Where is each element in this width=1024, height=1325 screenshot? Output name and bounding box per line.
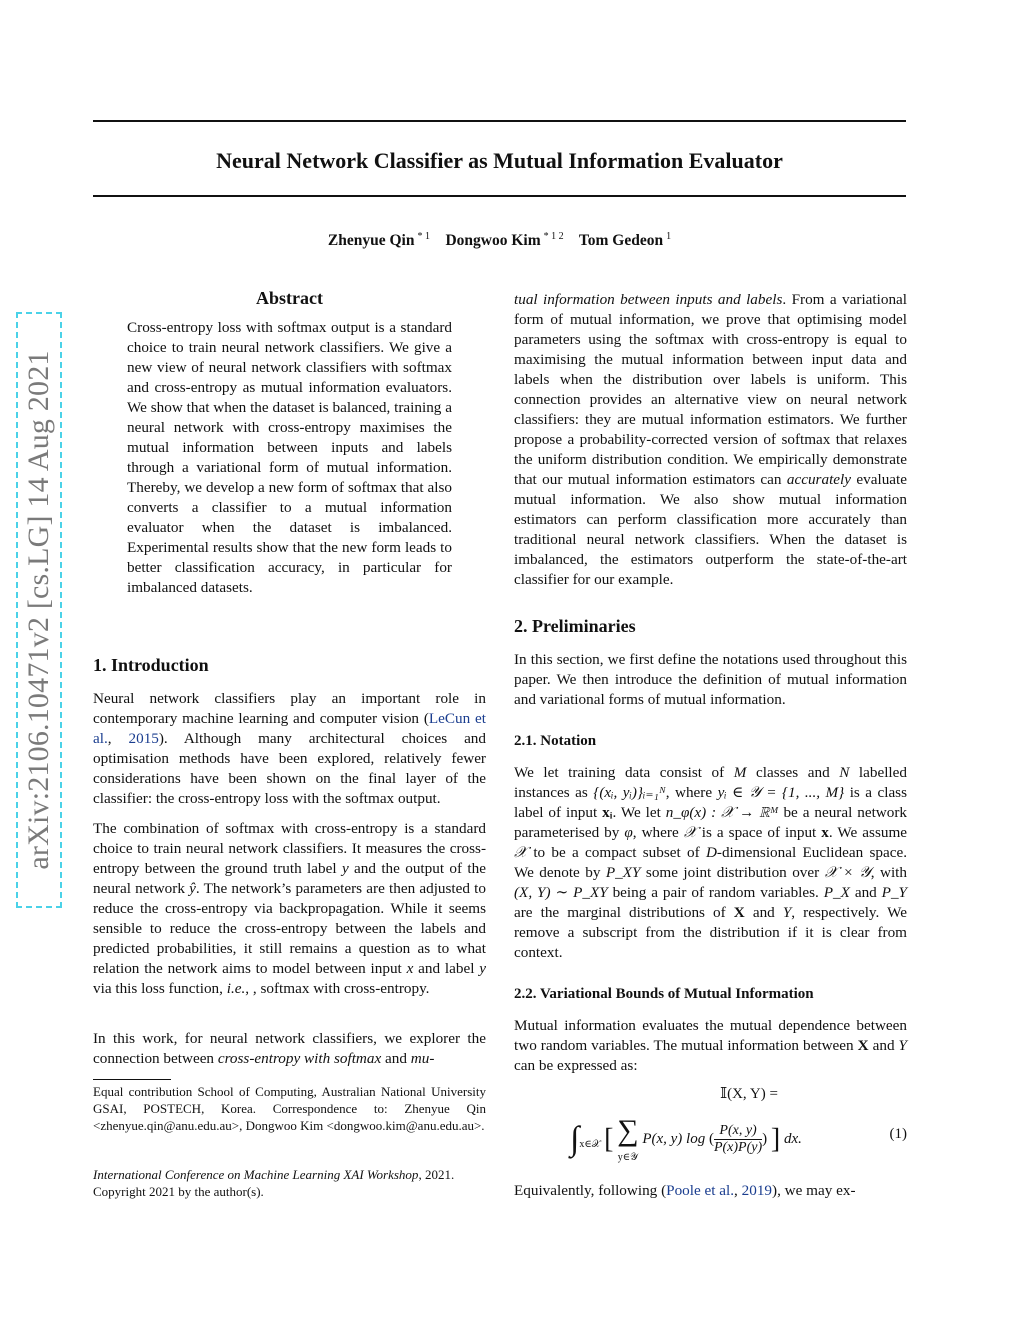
text-run: are the marginal distributions of bbox=[514, 904, 734, 921]
math-symbol: N bbox=[839, 764, 850, 781]
math-symbol: φ bbox=[624, 824, 633, 841]
text-run: Mutual information evaluates the mutual dependence between two random variables. The mutual information between bbox=[514, 1017, 907, 1054]
equivalently-paragraph bbox=[514, 1181, 907, 1201]
equation-fraction bbox=[714, 1123, 762, 1156]
text-run: , bbox=[734, 1182, 742, 1199]
text-run: and the output of the neural network bbox=[93, 860, 486, 897]
text-run: . We assume bbox=[828, 824, 907, 841]
author-name: Tom Gedeon bbox=[578, 232, 664, 250]
text-run: , with bbox=[870, 864, 907, 881]
conference-note bbox=[93, 1166, 486, 1200]
citation-link[interactable]: 2015 bbox=[128, 730, 159, 747]
equation-number: (1) bbox=[889, 1126, 907, 1142]
varbounds-paragraph bbox=[514, 1016, 907, 1076]
subsection-heading-notation: 2.1. Notation bbox=[514, 733, 597, 749]
math-symbol: {(xᵢ, yᵢ)}ᵢ₌₁ᴺ bbox=[593, 784, 666, 801]
equation-rhs bbox=[570, 1114, 802, 1165]
paren-left: ( bbox=[708, 1130, 714, 1147]
math-symbol: y bbox=[479, 960, 486, 977]
footnote-rule bbox=[93, 1079, 171, 1080]
text-run: . From a variational form of mutual information, we prove that optimising model parameters using the softmax with cross-entropy is equal to maximising the mutual information between input data and labels when the distribution over labels is uniform. This connection provides an alternative view on neural network classifiers: they are mutual information estimators. We further propose a probability-corrected version of softmax that relaxes the uniform distribution condition. We empirically demonstrate that our mutual information estimators can bbox=[514, 291, 908, 488]
text-run: The combination of softmax with cross-entropy is a standard choice to train neural network classifiers. It measures the cross-entropy between the ground truth label bbox=[93, 820, 486, 877]
intro-continuation bbox=[514, 290, 907, 590]
section-heading-introduction: 1. Introduction bbox=[93, 655, 209, 675]
math-symbol: P_Y bbox=[881, 884, 907, 901]
section-heading-preliminaries: 2. Preliminaries bbox=[514, 616, 636, 636]
equation-term: P(x, y) log bbox=[642, 1130, 706, 1147]
text-run: , , softmax with cross-entropy. bbox=[245, 980, 430, 997]
intro-paragraph-2 bbox=[93, 819, 486, 999]
equation-lhs: 𝕀(X, Y) = bbox=[720, 1086, 778, 1102]
author-name: Dongwoo Kim bbox=[445, 232, 541, 250]
author-affil: 1 bbox=[666, 231, 672, 242]
text-run: , bbox=[107, 730, 129, 747]
text-run: be a neural network parameterised by bbox=[514, 804, 908, 841]
text-run: Neural network classifiers play an important role in contemporary machine learning and computer vision ( bbox=[93, 690, 486, 727]
fraction-numerator: P(x, y) bbox=[714, 1123, 762, 1140]
intro-paragraph-3 bbox=[93, 1029, 486, 1069]
text-run: is a space of input bbox=[696, 824, 822, 841]
text-run: labelled instances as bbox=[514, 764, 907, 801]
conference-name: International Conference on Machine Learning XAI Workshop bbox=[93, 1167, 419, 1182]
text-run: and bbox=[744, 904, 783, 921]
math-symbol: ŷ bbox=[189, 880, 196, 897]
text-run: . The network’s parameters are then adjusted to reduce the cross-entropy via backpropagation. While it seems sensible to reduce the cross-entropy between the labels and predicted probabilities, it still remains a question as to what relation the network aims to model between input bbox=[93, 880, 486, 977]
text-run: In this section, we first define the notations used throughout this paper. We then introduce the definition of mutual information and variational forms of mutual information. bbox=[514, 651, 907, 708]
text-run: and label bbox=[413, 960, 480, 977]
math-symbol: x bbox=[821, 824, 829, 841]
abstract-text: Cross-entropy loss with softmax output is a standard choice to train neural network classifiers. We give a new view of neural network classifiers with softmax and cross-entropy as mutual information evaluators. We show that when the dataset is balanced, training a neural network with cross-entropy maximises the mutual information between inputs and labels through a variational form of mutual information. Thereby, we develop a new form of softmax that also converts a classifier to a mutual information evaluator when the dataset is imbalanced. Experimental results show that the new form leads to better classification accuracy, in particular for imbalanced datasets. bbox=[127, 319, 452, 596]
citation-link[interactable]: 2019 bbox=[741, 1182, 773, 1199]
text-run: via this loss function, bbox=[93, 980, 227, 997]
fraction-denominator: P(x)P(y) bbox=[713, 1140, 763, 1155]
math-symbol: (X, Y) ∼ P_XY bbox=[514, 884, 608, 901]
text-emphasis: tual information between inputs and labels bbox=[514, 291, 783, 308]
subsection-heading-variational-bounds: 2.2. Variational Bounds of Mutual Information bbox=[514, 986, 814, 1002]
text-run: ). Although many architectural choices and optimisation methods have been explored, relatively fewer considerations have been shown on the final layer of the classifier: the cross-entropy loss with the softmax output. bbox=[93, 730, 486, 807]
author-name: Zhenyue Qin bbox=[327, 232, 415, 250]
text-run: We let training data consist of bbox=[514, 764, 734, 781]
math-symbol: Y bbox=[898, 1037, 907, 1054]
math-symbol: y bbox=[341, 860, 349, 877]
math-symbol: xᵢ bbox=[602, 804, 613, 821]
copyright-text: , 2021. Copyright 2021 by the author(s). bbox=[93, 1167, 455, 1199]
text-run: . We let bbox=[612, 804, 666, 821]
integral-subscript: x∈𝒳 bbox=[579, 1138, 601, 1150]
author-affil: * 1 2 bbox=[543, 231, 564, 242]
title-rule-bottom bbox=[93, 195, 906, 197]
text-run: -dimensional Euclidean space. We denote by bbox=[514, 844, 907, 881]
equation-1 bbox=[514, 1084, 907, 1164]
notation-paragraph bbox=[514, 763, 907, 963]
text-run: , where bbox=[632, 824, 684, 841]
abstract-heading: Abstract bbox=[256, 288, 323, 308]
math-symbol: n_φ(x) : 𝒳 → ℝᴹ bbox=[665, 804, 779, 821]
text-run: is a class label of input bbox=[514, 784, 908, 821]
math-symbol: P_XY bbox=[605, 864, 641, 881]
text-run: , respectively. We remove a subscript from the distribution if it is clear from context. bbox=[514, 904, 907, 961]
text-run: some joint distribution over bbox=[640, 864, 825, 881]
math-symbol: 𝒳 × 𝒴 bbox=[824, 864, 871, 881]
paren-right: ) bbox=[762, 1130, 768, 1147]
text-run: classes and bbox=[746, 764, 840, 781]
math-symbol: 𝒳 bbox=[514, 844, 528, 861]
text-emphasis: accurately bbox=[786, 471, 851, 488]
paper-title: Neural Network Classifier as Mutual Information Evaluator bbox=[216, 148, 783, 173]
footnote: Equal contribution School of Computing, Australian National University GSAI, POSTECH, Korea. Correspondence to: Zhenyue Qin <zhenyue.qin@anu.edu.au>, Dongwoo Kim <dongwoo.kim@anu.edu.au>. bbox=[93, 1084, 486, 1133]
arxiv-stamp[interactable] bbox=[16, 312, 62, 908]
math-symbol: P_X bbox=[823, 884, 850, 901]
author-affil: * 1 bbox=[417, 231, 430, 242]
sum-symbol: ∑ bbox=[617, 1114, 639, 1147]
text-run: evaluate mutual information. We also show mutual information estimators can perform classification more accurately than traditional neural network classifiers. When the dataset is imbalanced, the estimators outperform the state-of-the-art classifier for our example. bbox=[514, 471, 908, 588]
preliminaries-paragraph bbox=[514, 650, 907, 710]
citation-link[interactable]: Poole et al. bbox=[666, 1182, 735, 1199]
text-run: and bbox=[868, 1037, 899, 1054]
title-rule-top bbox=[93, 120, 906, 122]
author-list bbox=[93, 231, 906, 250]
text-run: Equivalently, following ( bbox=[514, 1182, 667, 1199]
text-run: , where bbox=[665, 784, 718, 801]
bracket-left: [ bbox=[604, 1123, 614, 1155]
text-emphasis: i.e. bbox=[226, 980, 246, 997]
citation-link[interactable]: LeCun et al. bbox=[93, 710, 486, 747]
text-emphasis: cross-entropy with softmax bbox=[217, 1050, 382, 1067]
integral-symbol: ∫ bbox=[570, 1120, 580, 1158]
intro-paragraph-1 bbox=[93, 689, 486, 809]
text-emphasis: mu- bbox=[410, 1050, 435, 1067]
text-run: can be expressed as: bbox=[514, 1057, 638, 1074]
math-symbol: X bbox=[857, 1037, 869, 1054]
math-symbol: X bbox=[733, 904, 745, 921]
math-symbol: M bbox=[733, 764, 747, 781]
text-run: ), we may ex- bbox=[772, 1182, 856, 1199]
math-symbol: yᵢ ∈ 𝒴 = {1, ..., M} bbox=[717, 784, 845, 801]
math-symbol: D bbox=[705, 844, 717, 861]
math-symbol: Y bbox=[782, 904, 792, 921]
text-run: In this work, for neural network classifiers, we explorer the connection between bbox=[93, 1030, 486, 1067]
text-run: being a pair of random variables. bbox=[607, 884, 824, 901]
bracket-right: ] bbox=[770, 1123, 781, 1155]
text-run: to be a compact subset of bbox=[527, 844, 706, 861]
math-symbol: x bbox=[406, 960, 414, 977]
text-run: and bbox=[381, 1050, 411, 1067]
math-symbol: 𝒳 bbox=[683, 824, 697, 841]
text-run: and bbox=[849, 884, 882, 901]
arxiv-id: arXiv:2106.10471v2 [cs.LG] 14 Aug 2021 bbox=[22, 350, 55, 870]
equation-dx: dx. bbox=[783, 1130, 802, 1147]
sum-subscript: y∈𝒴 bbox=[617, 1152, 638, 1163]
sum-block bbox=[617, 1114, 638, 1165]
